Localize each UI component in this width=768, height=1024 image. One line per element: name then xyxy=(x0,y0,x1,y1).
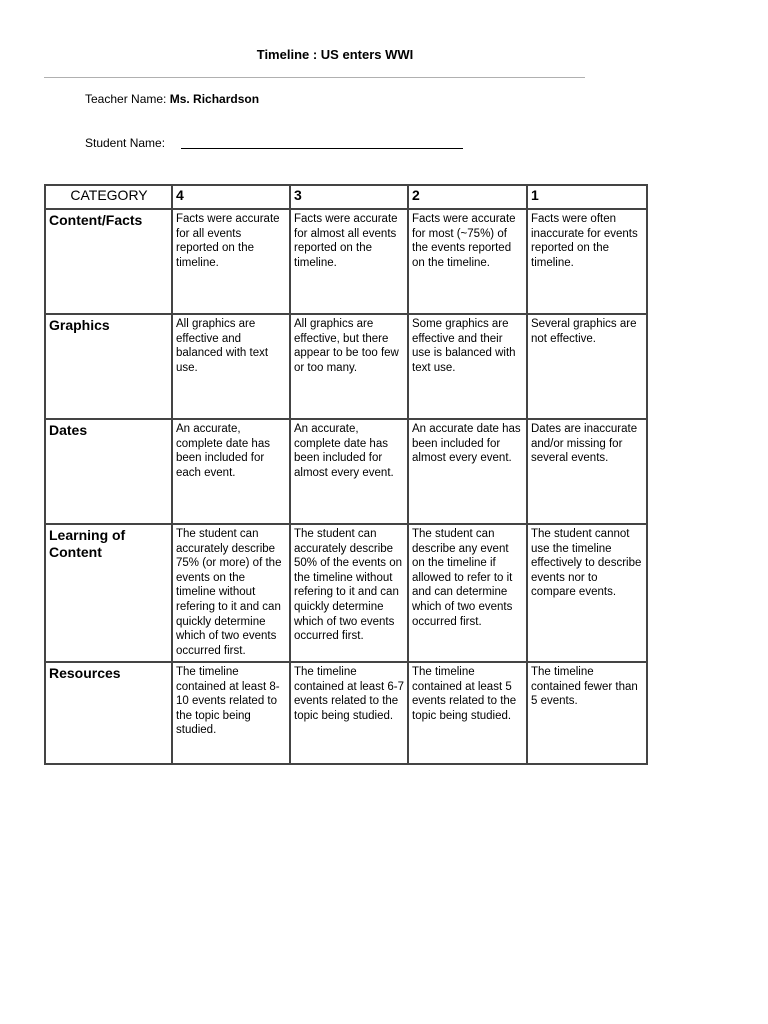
row-category-label: Content/Facts xyxy=(45,209,172,314)
teacher-name-label: Teacher Name: xyxy=(85,92,167,106)
rubric-cell: An accurate, complete date has been included for each event. xyxy=(172,419,290,524)
rubric-cell: The timeline contained fewer than 5 events. xyxy=(527,662,647,764)
rubric-cell: Facts were accurate for most (~75%) of the events reported on the timeline. xyxy=(408,209,527,314)
row-category-label: Learning of Content xyxy=(45,524,172,662)
header-level: 2 xyxy=(408,185,527,209)
rubric-cell: Several graphics are not effective. xyxy=(527,314,647,419)
header-category: CATEGORY xyxy=(45,185,172,209)
rubric-cell: An accurate, complete date has been included for almost every event. xyxy=(290,419,408,524)
teacher-name-value: Ms. Richardson xyxy=(169,92,260,106)
rubric-cell: Facts were accurate for almost all events reported on the timeline. xyxy=(290,209,408,314)
rubric-cell: The student cannot use the timeline effectively to describe events nor to compare events. xyxy=(527,524,647,662)
rubric-cell: Facts were often inaccurate for events reported on the timeline. xyxy=(527,209,647,314)
rubric-cell: The timeline contained at least 6-7 events related to the topic being studied. xyxy=(290,662,408,764)
row-category-label: Dates xyxy=(45,419,172,524)
rubric-cell: The student can accurately describe 50% of the events on the timeline without refering to it and can quickly determine which of two events occurred first. xyxy=(290,524,408,662)
rubric-row-learning-of-content xyxy=(45,524,647,662)
rubric-header-row xyxy=(45,185,647,209)
rubric-cell: The student can describe any event on the timeline if allowed to refer to it and can determine which of two events occurred first. xyxy=(408,524,527,662)
rubric-row-content-facts xyxy=(45,209,647,314)
rubric-cell: The timeline contained at least 5 events related to the topic being studied. xyxy=(408,662,527,764)
page-title: Timeline : US enters WWI xyxy=(256,47,414,62)
rubric-table xyxy=(44,184,648,765)
rubric-cell: All graphics are effective, but there appear to be too few or too many. xyxy=(290,314,408,419)
header-level: 1 xyxy=(527,185,647,209)
teacher-name-row xyxy=(85,92,259,106)
student-name-label: Student Name: xyxy=(85,136,166,150)
rubric-row-graphics xyxy=(45,314,647,419)
rubric-cell: Some graphics are effective and their use is balanced with text use. xyxy=(408,314,527,419)
header-level: 4 xyxy=(172,185,290,209)
rubric-row-dates xyxy=(45,419,647,524)
rubric-cell: Facts were accurate for all events reported on the timeline. xyxy=(172,209,290,314)
row-category-label: Resources xyxy=(45,662,172,764)
header-level: 3 xyxy=(290,185,408,209)
rubric-cell: An accurate date has been included for almost every event. xyxy=(408,419,527,524)
rubric-cell: The timeline contained at least 8-10 events related to the topic being studied. xyxy=(172,662,290,764)
rubric-row-resources xyxy=(45,662,647,764)
rubric-cell: The student can accurately describe 75% (or more) of the events on the timeline without refering to it and can quickly determine which of two events occurred first. xyxy=(172,524,290,662)
rubric-cell: Dates are inaccurate and/or missing for several events. xyxy=(527,419,647,524)
row-category-label: Graphics xyxy=(45,314,172,419)
student-name-blank xyxy=(181,148,463,149)
rubric-cell: All graphics are effective and balanced with text use. xyxy=(172,314,290,419)
title-divider xyxy=(44,77,585,78)
